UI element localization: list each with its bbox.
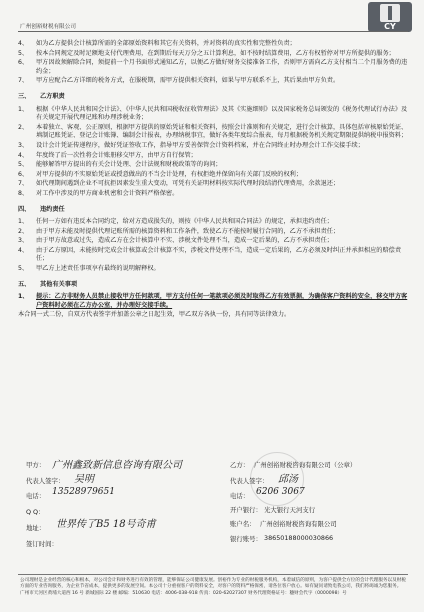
party-b-rep-label: 代表人签字： bbox=[230, 477, 269, 485]
party-b-label: 乙方： bbox=[230, 461, 250, 469]
party-b-account-name-label: 账户名： bbox=[230, 520, 256, 528]
party-a-address-handwriting: 世界传了B5 18号奇甫 bbox=[56, 519, 156, 530]
list-item: 5、 按本合同规定及时足额地支付代理费用，在到期后每天万分之五计算利息，如不按时结算费用，乙方有权暂停对甲方所提供的服务； bbox=[18, 49, 395, 57]
footer-divider bbox=[18, 574, 408, 575]
party-b-account-no: 38650188000030866 bbox=[264, 534, 334, 542]
section-heading-liability: 四、 违约责任 bbox=[18, 205, 65, 213]
contract-body bbox=[14, 40, 410, 321]
party-b-bank: 光大银行天河支行 bbox=[264, 506, 316, 514]
party-a-name-handwriting: 广州鑫致新信息咨询有限公司 bbox=[52, 460, 182, 471]
list-item: 7、 如代理期间遇到企业不可抗拒因素发生重大变动，可凭有关证明材料按实际代理时段结清代理费用，余款退还； bbox=[18, 180, 340, 188]
footer bbox=[20, 578, 408, 598]
party-a-qq-label: Q Q： bbox=[26, 508, 45, 516]
list-item: 1、 根据《中华人民共和国会计法》、《中华人民共和国税收征收管理法》及其《实施细则》以及国家税务总局颁发的《税务代理试行办法》及有关规定开展代理记账和办理涉税业务； bbox=[18, 105, 408, 122]
footer-address: 广州市天河区黄埔大道西 16 号 新城国际 22 楼 邮编：510630 电话：4006-038-918 传真：020-62027307 财务代理资格证号：穗财会代字（0000098）号 bbox=[20, 591, 347, 597]
list-item: 5、 甲乙方上述责任事项享有最终的说明解释权。 bbox=[18, 265, 160, 273]
closing-statement: 本合同一式二份，自双方代表签字并加盖公章之日起生效，甲乙双方各执一份，具有同等法律效力。 bbox=[18, 311, 291, 319]
list-item: 5、 能够解答甲方提出的有关会计处理、会计法规和财税政策等的询问； bbox=[18, 161, 222, 169]
list-item: 4、 如为乙方提供会计核算所需的全部原始资料和其它有关资料，并对资料的真实性和完整性负责； bbox=[18, 40, 296, 47]
list-item: 6、 对甲方提供的不实原始凭证或授意做出的不当会计处理，有权拒绝并保留向有关部门反映的权利； bbox=[18, 170, 303, 178]
header-company-name: 广州创裕财税有限公司 bbox=[20, 24, 76, 30]
list-item: 3、 设计会计凭证传递程序，做好凭证签收工作，指导甲方妥善保管会计资料档案，并在合同终止时办理会计工作交接手续； bbox=[18, 141, 364, 149]
party-b-account-no-label: 银行账号： bbox=[230, 535, 262, 543]
company-logo bbox=[368, 2, 412, 32]
list-item: 2、 本着独立、客观、公正原则，根据甲方提供的原始凭证和相关资料，按照会计准则和有关规定，进行会计核算，具体包括审核原始凭证、填制记账凭证、登记会计账簿、编制会计报表，办理纳税事宜，做好各类年度综合报表，每月根据税务机关规定期限提供纳税申报资料； bbox=[18, 123, 408, 140]
party-a-date-label: 签订时间： bbox=[26, 540, 58, 548]
section-other-matters bbox=[14, 293, 410, 320]
list-item: 7、 甲方应配合乙方详细的税务方式，在服税期，需甲方提供相关资料，如果与甲方联系不上，其后果由甲方负责。 bbox=[18, 77, 340, 85]
section-previous-items bbox=[14, 40, 410, 86]
list-item: 4、 年度终了后一次性将会计账册移交甲方，由甲方自行保管； bbox=[18, 151, 197, 159]
party-a-label: 甲方： bbox=[26, 461, 46, 469]
party-a-phone-label: 电话： bbox=[26, 492, 46, 500]
party-b-phone-handwriting: 6206 3067 bbox=[256, 487, 305, 497]
list-item: 8、 对工作中涉及的甲方商业机密和会计资料严格保密。 bbox=[18, 189, 179, 197]
notice-item: 1、 提示：乙方非财务人员禁止接收甲方任何款项，甲方支付任何一笔款项必须及时取得乙方有效票据，为确保客户资料的安全，移交甲方客户资料时必须在乙方办公室，并办理好交接手续。 bbox=[18, 293, 408, 309]
list-item: 4、 由于乙方原因，未能按时完成会计核算或会计核算不实，涉税文件处理不当，造成一定后果的，乙方必须及时纠正并承担相应的赔偿责任； bbox=[18, 246, 402, 263]
party-b-bank-label: 开户银行： bbox=[230, 506, 262, 514]
list-item: 1、 任何一方如有违反本合同约定，给对方造成损失的，则按《中华人民共和国合同法》的规定，承担违约责任； bbox=[18, 218, 333, 226]
party-a-rep-signature: 吴明 bbox=[74, 474, 94, 485]
section-heading-party-b-duties: 三、 乙方职责 bbox=[18, 92, 65, 100]
party-a-phone-handwriting: 13528979651 bbox=[52, 487, 115, 497]
list-item: 2、 由于甲方未能及时提供代理记账所需的核算资料和工作条件，致使乙方不能按时履行合同的，乙方不承担责任； bbox=[18, 227, 340, 235]
party-a-address-label: 地址： bbox=[26, 524, 46, 532]
party-b-name: 广州创裕财税咨询有限公司（公章） bbox=[254, 461, 357, 469]
footer-disclaimer: 公司理财是企业经营的核心和根本，对公司会计和财务进行有效的管理，能够保证公司健康发展。创裕作为专业的财税服务机构，本着诚信的原则，为客户提供全方位的会计代理服务以及财税方面的专业咨询服务，为企业节省成本，提供更多的发展空间。本公司十分重视客户的资料安全，对客户的资料严格保密，请各位客户放心。如有疑问请致电我公司，我们将竭诚为您服务。 bbox=[20, 578, 406, 590]
section-party-b-duties bbox=[14, 106, 410, 199]
party-b-account-name: 广州创裕财税咨询有限公司 bbox=[260, 520, 337, 528]
party-a-rep-label: 代表人签字： bbox=[26, 477, 65, 485]
party-b-phone-label: 电话： bbox=[230, 492, 250, 500]
section-liability bbox=[14, 218, 410, 274]
party-b-rep-signature: 邱汤 bbox=[278, 474, 298, 485]
logo-mark-icon bbox=[380, 4, 400, 22]
list-item: 3、 由于甲方故意或过失，造成乙方在会计核算中不实、涉税文件处理不当，造成一定后果的，乙方不承担责任； bbox=[18, 237, 333, 245]
header-divider bbox=[18, 31, 408, 32]
logo-text: CY bbox=[384, 22, 396, 31]
list-item: 6、 甲方因故须解除合同，须提前一个月书面形式通知乙方，以便乙方做好财务交接准备工作，否则甲方需向乙方支付相当二个月服务费的违约金； bbox=[18, 59, 408, 75]
section-heading-other-matters: 五、 其他有关事项 bbox=[18, 280, 78, 288]
